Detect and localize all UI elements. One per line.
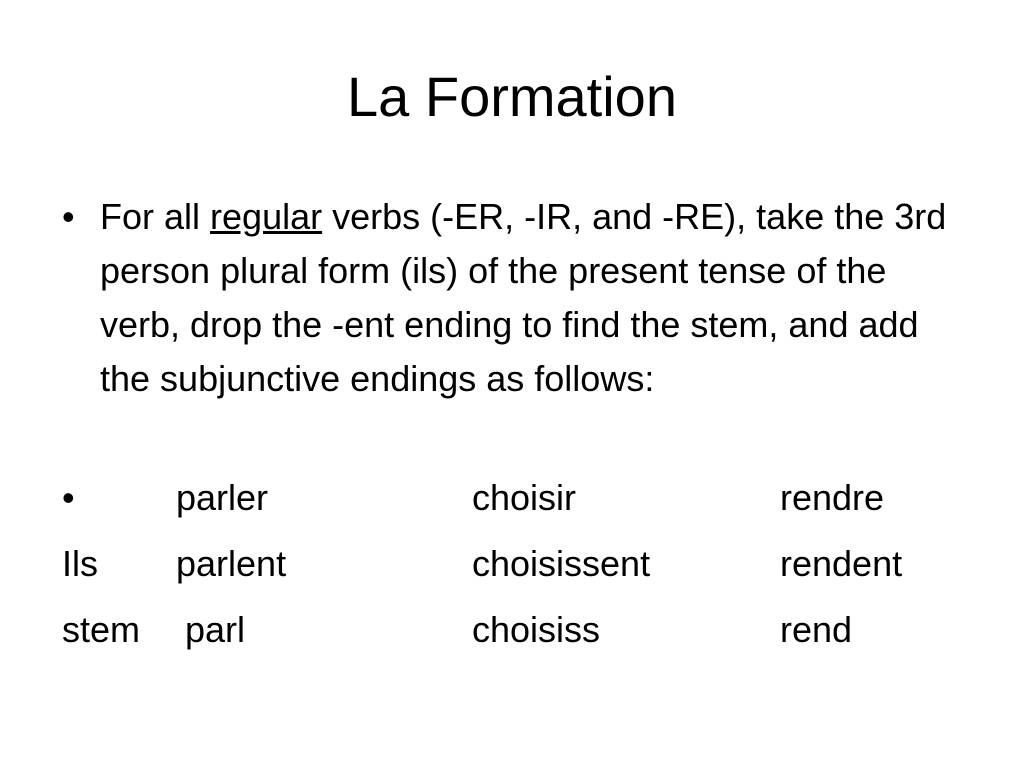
bullet-paragraph: [62, 190, 962, 406]
row-label-bullet: •: [62, 477, 75, 518]
cell-parl: parl: [185, 609, 246, 650]
table-row-infinitive: [0, 471, 1024, 525]
cell-parler: parler: [176, 477, 269, 518]
cell-choisir: choisir: [472, 477, 577, 518]
cell-rendre: rendre: [780, 477, 885, 518]
underlined-word: regular: [210, 196, 323, 237]
row-label-ils: Ils: [62, 543, 98, 584]
bullet-text-after: verbs (-ER, -IR, and -RE), take the 3rd person plural form (ils) of the present tense of the verb, drop the -ent ending to find the stem, and add the subjunctive endings as follows:: [100, 196, 947, 399]
cell-parlent: parlent: [176, 543, 287, 584]
bullet-marker: •: [62, 196, 75, 237]
bullet-text: [100, 190, 962, 406]
slide-title: La Formation: [347, 65, 677, 128]
bullet-text-before: For all: [100, 196, 211, 237]
cell-rend: rend: [780, 609, 853, 650]
table-row-ils: [0, 537, 1024, 591]
cell-choisiss: choisiss: [472, 609, 601, 650]
cell-rendent: rendent: [780, 543, 903, 584]
cell-choisissent: choisissent: [472, 543, 651, 584]
table-row-stem: [0, 603, 1024, 657]
row-label-stem: stem: [62, 609, 141, 650]
